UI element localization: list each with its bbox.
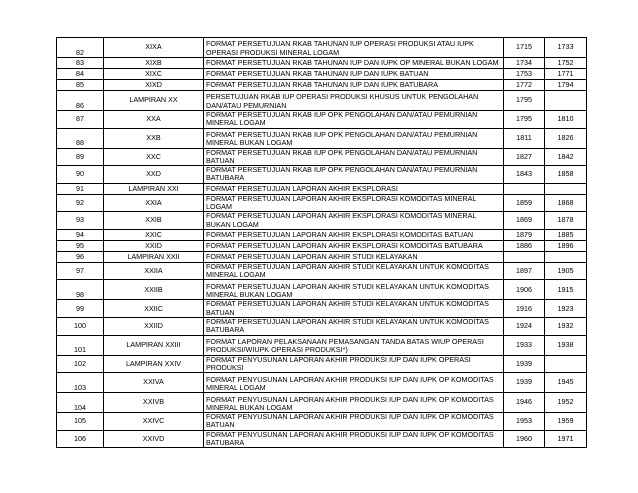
page-end-cell: 1896	[545, 240, 587, 251]
page-start-cell: 1772	[504, 80, 545, 91]
row-number-cell: 97	[57, 262, 104, 280]
format-title-cell: FORMAT PERSETUJUAN LAPORAN AKHIR EKSPLORASI KOMODITAS BATUAN	[204, 229, 504, 240]
page-start-cell	[504, 183, 545, 194]
appendix-code-cell: XIXD	[104, 80, 204, 91]
appendix-code-cell: XIXB	[104, 58, 204, 69]
page-start-cell: 1933	[504, 335, 545, 355]
appendix-code-cell: XXIID	[104, 317, 204, 335]
format-title-cell: FORMAT PERSETUJUAN LAPORAN AKHIR EKSPLORASI	[204, 183, 504, 194]
row-number-cell: 86	[57, 91, 104, 111]
format-title-cell: FORMAT PENYUSUNAN LAPORAN AKHIR PRODUKSI IUP DAN IUPK OPERASI PRODUKSI	[204, 355, 504, 373]
table-row	[57, 194, 587, 212]
table-row	[57, 128, 587, 148]
page-end-cell: 1810	[545, 111, 587, 129]
table-row	[57, 262, 587, 280]
table-row	[57, 317, 587, 335]
format-title-cell: FORMAT PERSETUJUAN RKAB IUP OPK PENGOLAHAN DAN/ATAU PEMURNIAN BATUAN	[204, 148, 504, 166]
page-end-cell: 1945	[545, 373, 587, 393]
page-start-cell: 1827	[504, 148, 545, 166]
page-start-cell: 1843	[504, 166, 545, 184]
row-number-cell: 95	[57, 240, 104, 251]
page-start-cell: 1924	[504, 317, 545, 335]
table-row	[57, 58, 587, 69]
page-end-cell: 1915	[545, 280, 587, 300]
table-row	[57, 280, 587, 300]
appendix-code-cell: XXB	[104, 128, 204, 148]
row-number-cell: 88	[57, 128, 104, 148]
page-start-cell: 1859	[504, 194, 545, 212]
format-title-cell: FORMAT PENYUSUNAN LAPORAN AKHIR PRODUKSI IUP DAN IUPK OP KOMODITAS MINERAL BUKAN LOGAM	[204, 393, 504, 413]
appendix-code-cell: XXIVA	[104, 373, 204, 393]
row-number-cell: 106	[57, 430, 104, 448]
row-number-cell: 91	[57, 183, 104, 194]
appendix-code-cell: LAMPIRAN XX	[104, 91, 204, 111]
row-number-cell: 83	[57, 58, 104, 69]
table-row	[57, 413, 587, 431]
page-end-cell: 1826	[545, 128, 587, 148]
appendix-code-cell: LAMPIRAN XXIII	[104, 335, 204, 355]
row-number-cell: 90	[57, 166, 104, 184]
page-start-cell: 1946	[504, 393, 545, 413]
table-row	[57, 240, 587, 251]
page-start-cell: 1886	[504, 240, 545, 251]
format-title-cell: FORMAT PERSETUJUAN LAPORAN AKHIR STUDI KELAYAKAN	[204, 251, 504, 262]
table-row	[57, 111, 587, 129]
row-number-cell: 82	[57, 38, 104, 58]
appendix-code-cell: XXIB	[104, 212, 204, 230]
page-end-cell: 1733	[545, 38, 587, 58]
row-number-cell: 103	[57, 373, 104, 393]
appendix-code-cell: XXIVC	[104, 413, 204, 431]
page-start-cell: 1879	[504, 229, 545, 240]
row-number-cell: 96	[57, 251, 104, 262]
appendix-code-cell: LAMPIRAN XXIV	[104, 355, 204, 373]
page-start-cell	[504, 251, 545, 262]
row-number-cell: 84	[57, 69, 104, 80]
row-number-cell: 93	[57, 212, 104, 230]
row-number-cell: 98	[57, 280, 104, 300]
appendix-code-cell: XXA	[104, 111, 204, 129]
format-title-cell: FORMAT PERSETUJUAN RKAB TAHUNAN IUP DAN IUPK BATUBARA	[204, 80, 504, 91]
table-row	[57, 183, 587, 194]
format-title-cell: FORMAT PERSETUJUAN LAPORAN AKHIR STUDI KELAYAKAN UNTUK KOMODITAS BATUAN	[204, 300, 504, 318]
appendix-code-cell: LAMPIRAN XXII	[104, 251, 204, 262]
format-title-cell: FORMAT PERSETUJUAN RKAB TAHUNAN IUP DAN IUPK BATUAN	[204, 69, 504, 80]
page-end-cell: 1752	[545, 58, 587, 69]
page-end-cell: 1905	[545, 262, 587, 280]
page-end-cell: 1842	[545, 148, 587, 166]
row-number-cell: 105	[57, 413, 104, 431]
format-title-cell: FORMAT PERSETUJUAN RKAB TAHUNAN IUP OPERASI PRODUKSI ATAU IUPK OPERASI PRODUKSI MINERAL LOGAM	[204, 38, 504, 58]
page-end-cell	[545, 183, 587, 194]
format-title-cell: FORMAT PENYUSUNAN LAPORAN AKHIR PRODUKSI IUP DAN IUPK OP KOMODITAS BATUAN	[204, 413, 504, 431]
row-number-cell: 89	[57, 148, 104, 166]
format-title-cell: FORMAT PERSETUJUAN RKAB IUP OPK PENGOLAHAN DAN/ATAU PEMURNIAN MINERAL LOGAM	[204, 111, 504, 129]
appendix-index-table	[56, 37, 587, 448]
page-end-cell: 1858	[545, 166, 587, 184]
appendix-code-cell: XXID	[104, 240, 204, 251]
page-start-cell: 1869	[504, 212, 545, 230]
appendix-code-cell: XXIIA	[104, 262, 204, 280]
format-title-cell: FORMAT PERSETUJUAN RKAB IUP OPK PENGOLAHAN DAN/ATAU PEMURNIAN BATUBARA	[204, 166, 504, 184]
page-end-cell: 1868	[545, 194, 587, 212]
appendix-code-cell: XXIC	[104, 229, 204, 240]
page-start-cell: 1811	[504, 128, 545, 148]
format-title-cell: FORMAT PERSETUJUAN RKAB TAHUNAN IUP DAN IUPK OP MINERAL BUKAN LOGAM	[204, 58, 504, 69]
page-start-cell: 1916	[504, 300, 545, 318]
format-title-cell: FORMAT PERSETUJUAN LAPORAN AKHIR EKSPLORASI KOMODITAS MINERAL LOGAM	[204, 194, 504, 212]
row-number-cell: 85	[57, 80, 104, 91]
page-end-cell: 1885	[545, 229, 587, 240]
row-number-cell: 87	[57, 111, 104, 129]
table-row	[57, 229, 587, 240]
page-start-cell: 1906	[504, 280, 545, 300]
page-end-cell: 1932	[545, 317, 587, 335]
page-end-cell: 1794	[545, 80, 587, 91]
page-start-cell: 1939	[504, 355, 545, 373]
table-row	[57, 373, 587, 393]
page-end-cell	[545, 355, 587, 373]
format-title-cell: FORMAT PERSETUJUAN LAPORAN AKHIR EKSPLORASI KOMODITAS BATUBARA	[204, 240, 504, 251]
appendix-code-cell: XXC	[104, 148, 204, 166]
table-row	[57, 148, 587, 166]
table-body	[57, 38, 587, 448]
page-start-cell: 1734	[504, 58, 545, 69]
appendix-code-cell: XXIA	[104, 194, 204, 212]
row-number-cell: 92	[57, 194, 104, 212]
table-row	[57, 430, 587, 448]
row-number-cell: 100	[57, 317, 104, 335]
page-end-cell	[545, 251, 587, 262]
row-number-cell: 102	[57, 355, 104, 373]
format-title-cell: FORMAT PERSETUJUAN LAPORAN AKHIR STUDI KELAYAKAN UNTUK KOMODITAS MINERAL BUKAN LOGAM	[204, 280, 504, 300]
table-row	[57, 335, 587, 355]
appendix-code-cell: XIXA	[104, 38, 204, 58]
page-end-cell: 1952	[545, 393, 587, 413]
format-title-cell: FORMAT PERSETUJUAN LAPORAN AKHIR EKSPLORASI KOMODITAS MINERAL BUKAN LOGAM	[204, 212, 504, 230]
appendix-code-cell: XIXC	[104, 69, 204, 80]
table-row	[57, 166, 587, 184]
page-end-cell: 1923	[545, 300, 587, 318]
format-title-cell: FORMAT LAPORAN PELAKSANAAN PEMASANGAN TANDA BATAS WIUP OPERASI PRODUKSI/WIUPK OPERASI PRODUKSI*)	[204, 335, 504, 355]
row-number-cell: 101	[57, 335, 104, 355]
format-title-cell: FORMAT PERSETUJUAN LAPORAN AKHIR STUDI KELAYAKAN UNTUK KOMODITAS BATUBARA	[204, 317, 504, 335]
page-end-cell: 1971	[545, 430, 587, 448]
appendix-code-cell: XXD	[104, 166, 204, 184]
table-row	[57, 80, 587, 91]
page-end-cell	[545, 91, 587, 111]
appendix-code-cell: XXIIB	[104, 280, 204, 300]
format-title-cell: FORMAT PENYUSUNAN LAPORAN AKHIR PRODUKSI IUP DAN IUPK OP KOMODITAS BATUBARA	[204, 430, 504, 448]
appendix-code-cell: LAMPIRAN XXI	[104, 183, 204, 194]
page-start-cell: 1795	[504, 111, 545, 129]
page-start-cell: 1939	[504, 373, 545, 393]
table-row	[57, 91, 587, 111]
appendix-code-cell: XXIVB	[104, 393, 204, 413]
appendix-code-cell: XXIIC	[104, 300, 204, 318]
format-title-cell: PERSETUJUAN RKAB IUP OPERASI PRODUKSI KHUSUS UNTUK PENGOLAHAN DAN/ATAU PEMURNIAN	[204, 91, 504, 111]
page-start-cell: 1960	[504, 430, 545, 448]
format-title-cell: FORMAT PERSETUJUAN LAPORAN AKHIR STUDI KELAYAKAN UNTUK KOMODITAS MINERAL LOGAM	[204, 262, 504, 280]
table-row	[57, 69, 587, 80]
table-row	[57, 212, 587, 230]
page-start-cell: 1897	[504, 262, 545, 280]
page-start-cell: 1795	[504, 91, 545, 111]
row-number-cell: 94	[57, 229, 104, 240]
table-row	[57, 38, 587, 58]
page-end-cell: 1938	[545, 335, 587, 355]
page-start-cell: 1953	[504, 413, 545, 431]
page-start-cell: 1753	[504, 69, 545, 80]
page-end-cell: 1959	[545, 413, 587, 431]
table-row	[57, 393, 587, 413]
format-title-cell: FORMAT PENYUSUNAN LAPORAN AKHIR PRODUKSI IUP DAN IUPK OP KOMODITAS MINERAL LOGAM	[204, 373, 504, 393]
page-start-cell: 1715	[504, 38, 545, 58]
table-row	[57, 300, 587, 318]
table-row	[57, 355, 587, 373]
format-title-cell: FORMAT PERSETUJUAN RKAB IUP OPK PENGOLAHAN DAN/ATAU PEMURNIAN MINERAL BUKAN LOGAM	[204, 128, 504, 148]
page-end-cell: 1878	[545, 212, 587, 230]
page-end-cell: 1771	[545, 69, 587, 80]
row-number-cell: 99	[57, 300, 104, 318]
appendix-code-cell: XXIVD	[104, 430, 204, 448]
table-row	[57, 251, 587, 262]
row-number-cell: 104	[57, 393, 104, 413]
